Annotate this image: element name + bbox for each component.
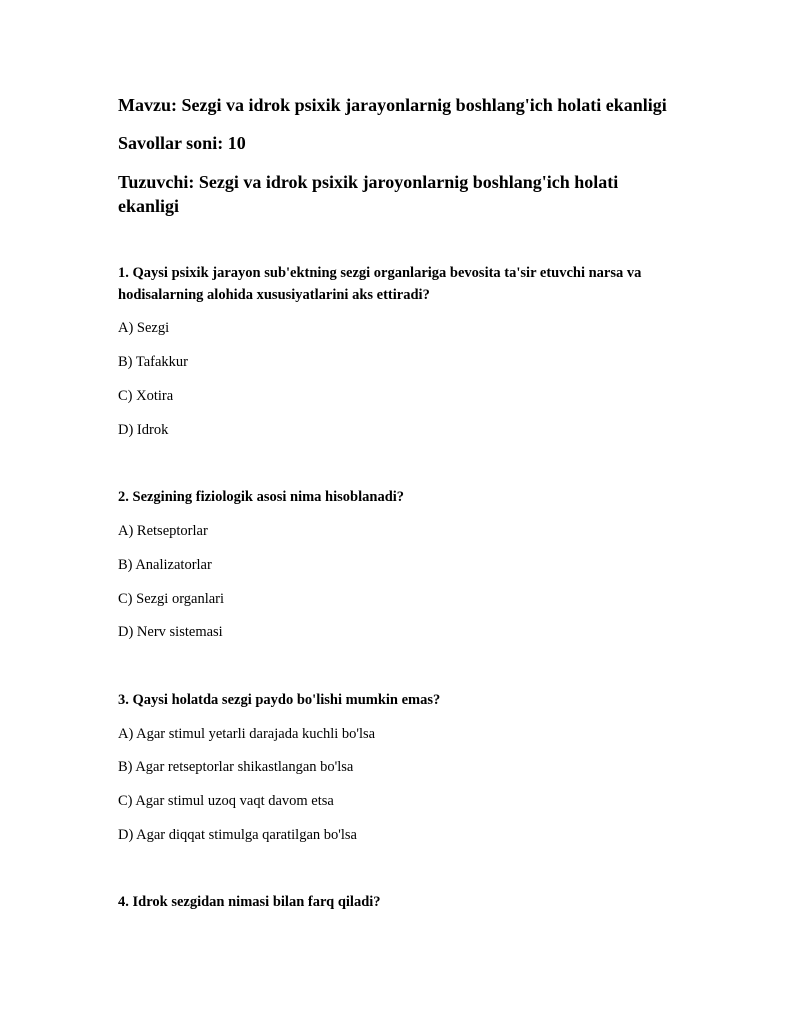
question-2-option-c: C) Sezgi organlari [118,591,225,607]
question-3-option-d: D) Agar diqqat stimulga qaratilgan bo'lsa [118,827,357,843]
question-2-option-a: A) Retseptorlar [118,523,208,539]
question-2-text: 2. Sezgining fiziologik asosi nima hisoblanadi? [118,489,405,505]
question-3-option-c: C) Agar stimul uzoq vaqt davom etsa [118,793,334,809]
topic-heading: Mavzu: Sezgi va idrok psixik jarayonlarnig boshlang'ich holati ekanligi [118,95,667,115]
question-count-heading: Savollar soni: 10 [118,133,246,153]
question-3-option-a: A) Agar stimul yetarli darajada kuchli bo'lsa [118,726,376,742]
question-1-option-a: A) Sezgi [118,320,170,336]
compiler-heading: Tuzuvchi: Sezgi va idrok psixik jaroyonlarnig boshlang'ich holati ekanligi [118,172,619,216]
question-1-option-d: D) Idrok [118,422,169,438]
question-1-text: 1. Qaysi psixik jarayon sub'ektning sezgi organlariga bevosita ta'sir etuvchi narsa va hodisalarning alohida xususiyatlarini aks ettiradi? [118,265,642,303]
question-3-text: 3. Qaysi holatda sezgi paydo bo'lishi mumkin emas? [118,692,441,708]
question-2-option-b: B) Analizatorlar [118,557,212,573]
question-4-text: 4. Idrok sezgidan nimasi bilan farq qiladi? [118,894,381,910]
question-3-option-b: B) Agar retseptorlar shikastlangan bo'lsa [118,759,354,775]
question-1-option-b: B) Tafakkur [118,354,188,370]
question-1-option-c: C) Xotira [118,388,174,404]
question-2-option-d: D) Nerv sistemasi [118,624,223,640]
